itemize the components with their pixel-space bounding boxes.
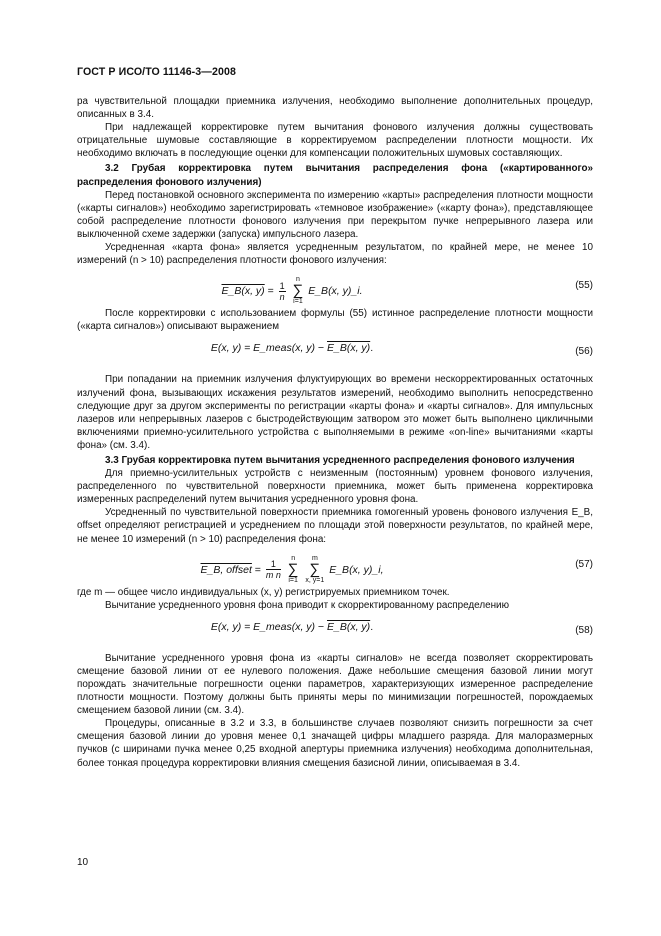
paragraph: Вычитание усредненного уровня фона приводит к скорректированному распределению	[105, 599, 509, 611]
eq55-frac-den: n	[279, 291, 285, 302]
eq57-frac-num: 1	[266, 559, 281, 570]
equation-57: E_B, offset = $\frac{1}{\text{m n}}$ n ∑ i=1 m ∑ x, y=1 E_B(x, y)_i, (57)	[200, 554, 593, 584]
eq57-lhs: E_B, offset	[200, 563, 252, 576]
page-body	[77, 95, 593, 770]
eq55-sum-bottom: i=1	[293, 298, 303, 306]
document-header: ГОСТ Р ИСО/ТО 11146-3—2008	[77, 66, 236, 78]
paragraph: Процедуры, описанные в 3.2 и 3.3, в большинстве случаев позволяют снизить погрешности за счет смещения базовой линии до уровня менее 0,1 значащей цифры младшего разряда. Для малоразмерных пучков (с ширинами пучка менее 0,25 входной апертуры приемника излучения) необходима дополнительная, более тонкая процедура корректировки влияния смещения базисной линии, описываемая в 3.4.	[77, 718, 593, 769]
eq55-sum-top: n	[295, 276, 300, 284]
paragraph: После корректировки с использованием формулы (55) истинное распределение плотности мощности («карта сигналов») описывают выражением	[77, 308, 593, 333]
equation-number: (55)	[575, 280, 593, 292]
equation-55: E_B(x, y) = $\frac{1}{n}$ n ∑ i=1 E_B(x, y)_i. (55)	[221, 276, 593, 306]
eq57-sum2-top: m	[311, 554, 318, 562]
eq57-rhs: E_B(x, y)_i,	[329, 563, 384, 576]
eq56-lhs: E(x, y) = E_meas(x, y) −	[210, 342, 325, 355]
eq58-rhs: E_B(x, y)	[327, 620, 371, 633]
paragraph: Для приемно-усилительных устройств с неизменным (постоянным) уровнем фонового излучения, распределенного по чувствительной поверхности приемника, может быть применена корректировка измеренных распределений путем вычитания усредненного уровня фона.	[77, 468, 593, 506]
eq58-tail: .	[370, 620, 374, 633]
eq56-rhs: E_B(x, y)	[327, 342, 371, 355]
equation-number: (57)	[575, 558, 593, 570]
paragraph: При надлежащей корректировке путем вычитания фонового излучения должны существовать отрицательные шумовые составляющие в корректируемом распределении плотности мощности. Их необходимо включать в последующие оценки для компенсации положительных шумовых составляющих.	[77, 122, 593, 160]
paragraph: При попадании на приемник излучения флуктуирующих во времени нескорректированных остаточных излучений фона, вызывающих искажения результатов измерений, необходимо выполнить непосредственно следующие друг за другом эксперименты по регистрации «карты фона» и «карты сигналов». Для импульсных лазеров или непрерывных лазеров с быстродействующим затвором это может быть выполнено цикличными включениями приемно-усилительного устройства с выполняемыми в режиме «on-line» вычитаниями «карты фона» (см. 3.4).	[77, 374, 593, 451]
section-heading-3-2: 3.2 Грубая корректировка путем вычитания распределения фона («картированного» распределения фонового излучения)	[77, 163, 593, 188]
equation-56	[77, 336, 593, 370]
section-heading-3-3: 3.3 Грубая корректировка путем вычитания усредненного распределения фонового излучения	[105, 454, 575, 466]
eq58-lhs: E(x, y) = E_meas(x, y) −	[210, 620, 325, 633]
equation-58	[77, 615, 593, 649]
eq57-sum1-bottom: i=1	[288, 576, 298, 584]
equation-number: (58)	[575, 624, 593, 636]
eq57-frac-den: m n	[265, 570, 281, 581]
eq55-frac-num: 1	[279, 280, 285, 291]
paragraph: ра чувствительной площадки приемника излучения, необходимо выполнение дополнительных процедур, описанных в 3.4.	[77, 96, 593, 121]
eq56-tail: .	[370, 342, 374, 355]
eq57-sum1-top: n	[291, 554, 296, 562]
paragraph: Усредненная «карта фона» является усредненным результатом, по крайней мере, не менее 10 измерений (n > 10) распределения плотности фонового излучения:	[77, 242, 593, 267]
paragraph: где m — общее число индивидуальных (x, y) регистрируемых приемником точек.	[77, 586, 450, 598]
page-number: 10	[77, 857, 89, 868]
equation-number: (56)	[575, 346, 593, 358]
paragraph: Усредненный по чувствительной поверхности приемника гомогенный уровень фонового излучения E_B, offset определяют регистрацией и усреднением по площади этой поверхности результатов, по крайней мере, не менее 10 измерений (n > 10) распределения фона:	[77, 507, 593, 545]
paragraph: Вычитание усредненного уровня фона из «карты сигналов» не всегда позволяет скорректировать смещение базовой линии от ее нулевого положения. Даже небольшие смещения базовой линии могут порождать значительные погрешности оценки параметров, характеризующих измеренное распределение плотности мощности. Поэтому должны быть приняты меры по минимизации погрешностей, порождаемых смещением базовой линии (см. 3.4).	[77, 652, 593, 717]
eq55-rhs: E_B(x, y)_i.	[308, 285, 363, 297]
eq57-sum2-bottom: x, y=1	[305, 576, 325, 584]
eq55-lhs: E_B(x, y)	[221, 285, 265, 297]
paragraph: Перед постановкой основного эксперимента по измерению «карты» распределения плотности мощности («карты сигналов») необходимо зарегистрировать «темновое изображение» («карту фона»), представляющее собой распределение плотности фонового излучения при перекрытом пучке непрерывного лазера или выключенной схеме задержки (запуска) импульсного лазера.	[77, 189, 593, 240]
